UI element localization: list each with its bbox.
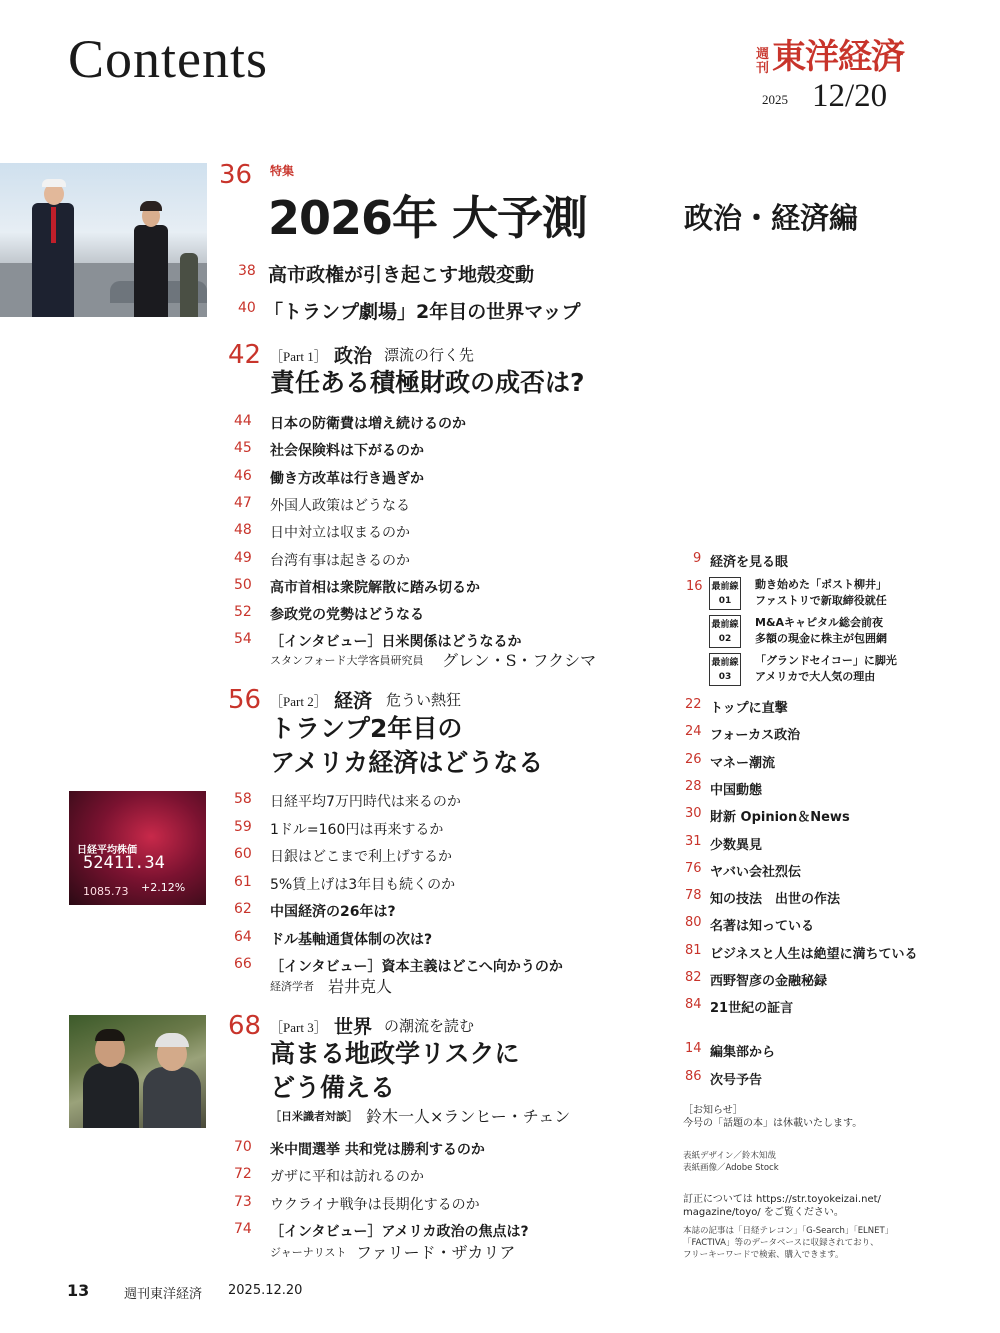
right-item-page: 28 — [685, 778, 702, 794]
correction-line2: magazine/toyo/ をご覧ください。 — [683, 1207, 844, 1218]
frontline-line2: 多額の現金に株主が包囲網 — [755, 632, 887, 645]
part2-item: ドル基軸通貨体制の次は? — [270, 931, 433, 948]
frontline-line1: M&Aキャピタル総会前夜 — [755, 616, 884, 629]
right-item: ビジネスと人生は絶望に満ちている — [710, 946, 918, 962]
part2-item: 中国経済の26年は? — [270, 904, 396, 920]
part1-item-page: 46 — [234, 467, 252, 484]
part3-item: ガザに平和は訪れるのか — [270, 1169, 424, 1186]
part2-item: 5%賃上げは3年目も続くのか — [270, 876, 456, 893]
stock-board-change: 1085.73 — [83, 885, 129, 898]
footer-magazine: 週刊東洋経済 — [124, 1287, 203, 1302]
part1-item: 参政党の党勢はどうなる — [270, 607, 424, 624]
right-item: 西野智彦の金融秘録 — [710, 974, 828, 989]
right-item-page: 30 — [685, 806, 702, 822]
frontline-badge — [709, 653, 741, 686]
frontline-line1: 動き始めた「ポスト柳井」 — [755, 578, 887, 591]
part2-subtitle: 危うい熱狂 — [386, 691, 462, 709]
right-item: ヤバい会社烈伝 — [710, 864, 802, 880]
right-item: トップに直撃 — [710, 701, 788, 716]
part1-item: 日本の防衛費は増え続けるのか — [270, 416, 466, 432]
stock-board-value: 52411.34 — [83, 853, 165, 873]
right-item-page: 31 — [685, 833, 702, 849]
part1-name: 政治 — [334, 345, 373, 367]
correction-line1: 訂正については https://str.toyokeizai.net/ — [683, 1194, 881, 1205]
part1-item-page: 52 — [234, 604, 252, 621]
part2-tag: ［Part 2］ — [270, 694, 327, 709]
magazine-logo — [756, 38, 904, 76]
part1-page-number: 42 — [228, 340, 262, 370]
part3-page-number: 68 — [228, 1011, 262, 1041]
part3-item-page: 72 — [234, 1166, 252, 1183]
part2-item-page: 66 — [234, 956, 252, 972]
part2-item-page: 59 — [234, 818, 252, 835]
frontline-badge-label: 最前線 — [711, 658, 739, 668]
frontline-badge-number: 03 — [718, 672, 732, 682]
contents-heading: Contents — [68, 29, 269, 89]
right-item: 21世紀の証言 — [710, 1001, 794, 1017]
feature-photo — [0, 163, 207, 317]
part3-headline-line1: 高まる地政学リスクに — [270, 1039, 520, 1068]
issue-date: 12/20 — [812, 78, 888, 114]
right-item: 中国動態 — [710, 782, 763, 798]
part1-item-page: 50 — [234, 576, 252, 593]
right-item-page: 78 — [685, 888, 702, 904]
dialogue-photo — [69, 1015, 206, 1128]
part1-person-name: グレン・S・フクシマ — [442, 651, 597, 670]
part1-item-page: 48 — [234, 522, 252, 539]
credit-design: 表紙デザイン／鈴木知哉 — [683, 1151, 776, 1161]
part2-item-page: 64 — [234, 928, 252, 945]
part1-item: ［インタビュー］日米関係はどうなるか — [270, 634, 522, 651]
part1-item: 高市首相は衆院解散に踏み切るか — [270, 579, 480, 596]
frontline-line1: 「グランドセイコー」に脚光 — [755, 654, 897, 667]
part3-item: ［インタビュー］アメリカ政治の焦点は? — [270, 1223, 529, 1240]
feature-page-number: 36 — [219, 160, 253, 190]
part1-item: 社会保険料は下がるのか — [270, 443, 424, 460]
part1-person-role: スタンフォード大学客員研究員 — [270, 654, 424, 667]
right-item: 経済を見る眼 — [710, 555, 789, 570]
part2-person-name: 岩井克人 — [328, 977, 393, 996]
part3-subtitle: の潮流を読む — [384, 1017, 475, 1035]
part2-person-role: 経済学者 — [270, 980, 314, 993]
frontline-badge — [709, 577, 741, 610]
right-item-page: 24 — [685, 724, 702, 740]
part2-item-page: 60 — [234, 846, 252, 862]
right-item-page: 81 — [685, 942, 702, 958]
footer-page-number: 13 — [67, 1281, 90, 1300]
issue-year: 2025 — [762, 92, 788, 107]
part1-item-page: 47 — [234, 494, 252, 511]
part1-item-page: 49 — [234, 549, 252, 566]
part1-item: 働き方改革は行き過ぎか — [270, 470, 424, 487]
right-item: 知の技法 出世の作法 — [710, 892, 841, 908]
right-item: 財新 Opinion＆News — [710, 810, 850, 826]
part1-item-page: 45 — [234, 440, 252, 457]
part1-headline: 責任ある積極財政の成否は? — [270, 368, 585, 397]
part1-subtitle: 漂流の行く先 — [384, 346, 475, 364]
feature-item-page: 38 — [238, 263, 256, 279]
database-line3: フリーキーワードで検索、購入できます。 — [683, 1250, 844, 1260]
part3-item-page: 74 — [234, 1220, 252, 1237]
part1-item: 台湾有事は起きるのか — [270, 552, 410, 569]
feature-item-page: 40 — [238, 300, 256, 316]
feature-item: 「トランプ劇場」2年目の世界マップ — [264, 301, 581, 323]
part3-item-page: 73 — [234, 1193, 252, 1210]
frontline-line2: アメリカで大人気の理由 — [755, 670, 876, 683]
part1-item: 日中対立は収まるのか — [270, 525, 410, 542]
right-item: フォーカス政治 — [710, 728, 801, 744]
feature-subtitle: 政治・経済編 — [684, 201, 859, 235]
right-item: 次号予告 — [710, 1072, 763, 1088]
part2-name: 経済 — [334, 690, 373, 712]
part3-headline-line2: どう備える — [270, 1073, 396, 1102]
footer-date: 2025.12.20 — [228, 1283, 303, 1298]
part2-page-number: 56 — [228, 685, 262, 715]
notice-title: ［お知らせ］ — [683, 1105, 743, 1116]
right-item-page: 86 — [685, 1068, 702, 1084]
part3-name: 世界 — [334, 1016, 373, 1038]
frontline-badge-number: 02 — [718, 634, 732, 644]
frontline-badge — [709, 615, 741, 648]
part3-tag: ［Part 3］ — [270, 1020, 327, 1035]
database-line2: 「FACTIVA」等のデータベースに収録されており、 — [683, 1238, 879, 1248]
right-item: 編集部から — [710, 1045, 776, 1060]
part3-item-page: 70 — [234, 1139, 252, 1155]
part2-headline-line2: アメリカ経済はどうなる — [270, 748, 544, 777]
part1-item: 外国人政策はどうなる — [270, 497, 410, 514]
right-item-page: 80 — [685, 915, 702, 931]
right-item-page: 76 — [685, 860, 702, 876]
part3-person-name: ファリード・ザカリア — [356, 1243, 516, 1262]
right-item-page: 82 — [685, 970, 702, 985]
part2-item-page: 58 — [234, 791, 252, 807]
part1-item-page: 44 — [234, 413, 252, 429]
logo-weekly-mark: 週刊 — [756, 47, 770, 76]
right-item-page: 84 — [685, 997, 702, 1013]
feature-title: 2026年 大予測 — [268, 191, 588, 245]
stock-board-percent: +2.12% — [141, 881, 186, 894]
logo-wordmark: 東洋経済 — [772, 37, 904, 77]
feature-item: 高市政権が引き起こす地殻変動 — [268, 264, 535, 286]
right-item-page: 26 — [685, 751, 702, 767]
part3-item: ウクライナ戦争は長期化するのか — [270, 1196, 480, 1213]
part1-tag: ［Part 1］ — [270, 349, 327, 364]
part1-item-page: 54 — [234, 631, 252, 648]
notice-body: 今号の「話題の本」は休載いたします。 — [683, 1118, 863, 1129]
feature-tag: 特集 — [270, 164, 295, 178]
credit-image: 表紙画像／Adobe Stock — [683, 1163, 779, 1173]
stock-board-photo — [69, 791, 206, 905]
right-item: 名著は知っている — [710, 919, 815, 935]
part2-item-page: 61 — [234, 873, 252, 890]
database-line1: 本誌の記事は「日経テレコン」「G-Search」「ELNET」 — [683, 1226, 894, 1236]
right-item-page: 14 — [685, 1041, 702, 1056]
frontline-badge-number: 01 — [718, 596, 732, 606]
part2-item: 1ドル=160円は再来するか — [270, 821, 444, 838]
part2-item-page: 62 — [234, 901, 252, 917]
right-item: 少数異見 — [710, 837, 763, 853]
frontline-line2: ファストリで新取締役就任 — [755, 594, 887, 607]
part3-dialogue-names: 鈴木一人×ランヒー・チェン — [366, 1107, 571, 1126]
frontline-page: 16 — [686, 579, 703, 594]
frontline-badge-label: 最前線 — [711, 582, 739, 592]
part2-headline-line1: トランプ2年目の — [270, 714, 463, 743]
part3-dialogue-tag: ［日米識者対談］ — [270, 1110, 358, 1123]
part2-item: ［インタビュー］資本主義はどこへ向かうのか — [270, 959, 563, 975]
part3-person-role: ジャーナリスト — [270, 1246, 347, 1259]
right-item-page: 9 — [693, 551, 702, 566]
right-item-page: 22 — [685, 697, 702, 712]
frontline-badge-label: 最前線 — [711, 620, 739, 630]
stock-board-label: 日経平均株価 — [77, 845, 137, 856]
part2-item: 日経平均7万円時代は来るのか — [270, 794, 461, 810]
part2-item: 日銀はどこまで利上げするか — [270, 849, 452, 865]
part3-item: 米中間選挙 共和党は勝利するのか — [270, 1142, 485, 1158]
right-item: マネー潮流 — [710, 755, 776, 771]
